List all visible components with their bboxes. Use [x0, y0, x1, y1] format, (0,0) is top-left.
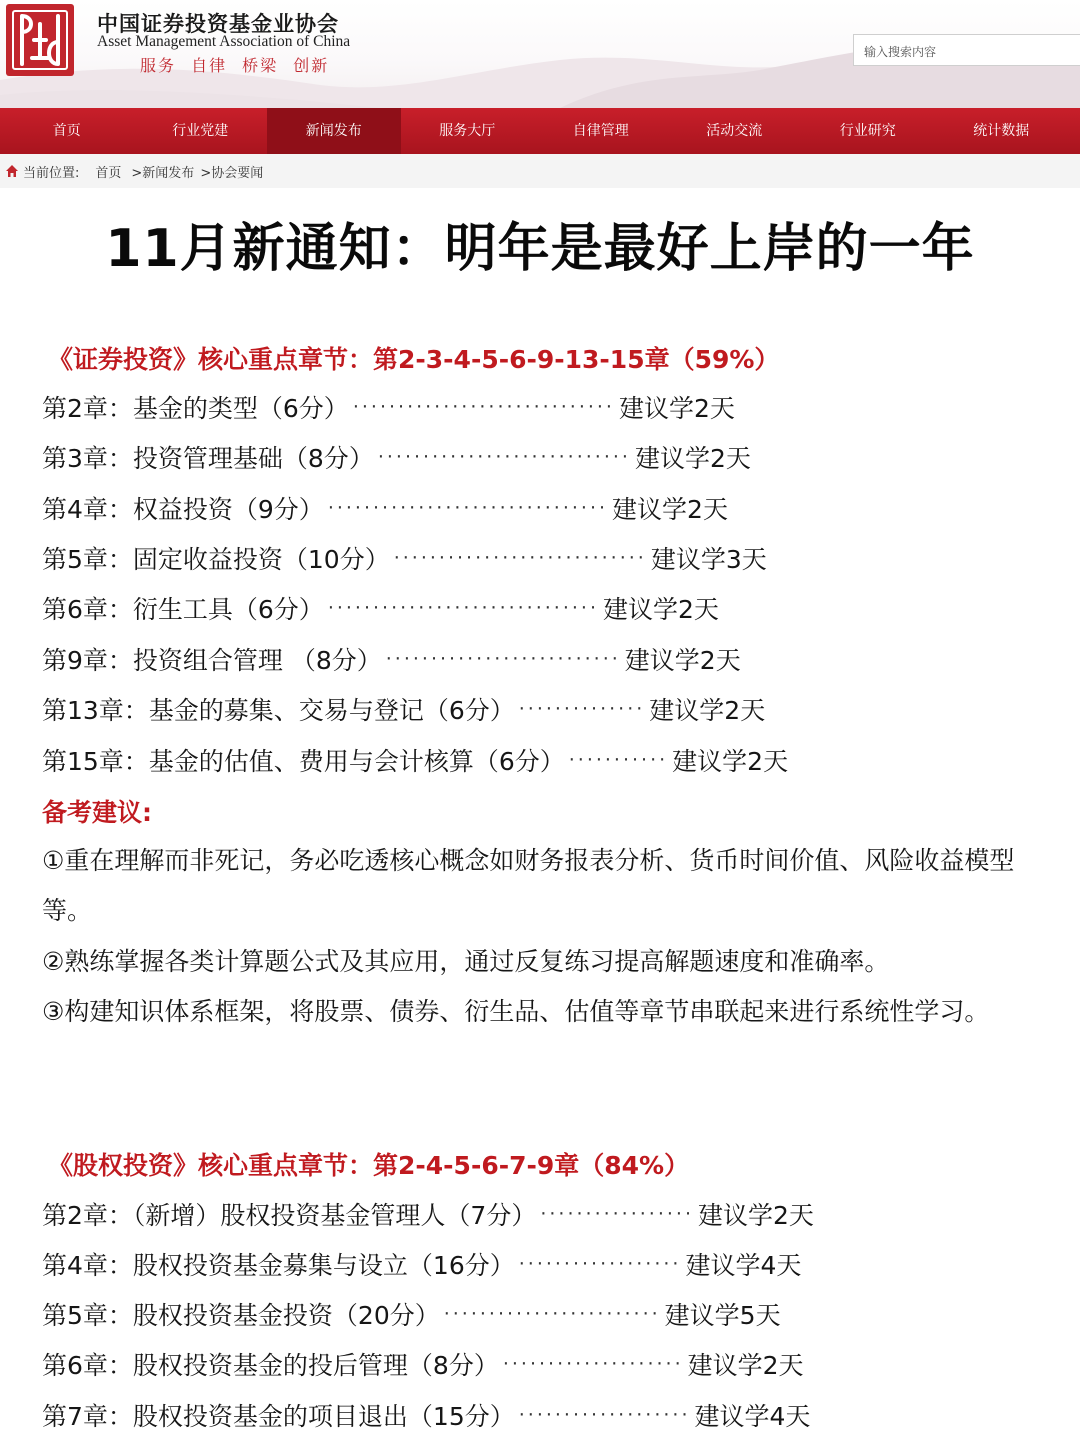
chapter-label: 第9章：投资组合管理 （8分）	[42, 646, 382, 675]
home-icon	[5, 164, 19, 178]
leader-dots: ··························	[385, 648, 621, 670]
leader-dots: ··············	[518, 698, 646, 720]
nav-item-research[interactable]: 行业研究	[839, 123, 896, 139]
breadcrumb-prefix: 当前位置:	[23, 165, 80, 181]
chapter-label: 第2章：基金的类型（6分）	[42, 394, 349, 423]
study-advice: 建议学2天	[603, 595, 719, 624]
chapter-row	[42, 691, 765, 727]
study-tip: ②熟练掌握各类计算题公式及其应用，通过反复练习提高解题速度和准确率。	[42, 947, 890, 976]
chapter-label: 第2章：（新增）股权投资基金管理人（7分）	[42, 1201, 537, 1230]
chapter-label: 第6章：股权投资基金的投后管理（8分）	[42, 1351, 499, 1380]
nav-item-statistics[interactable]: 统计数据	[973, 123, 1030, 139]
chapter-label: 第4章：股权投资基金募集与设立（16分）	[42, 1251, 515, 1280]
main-nav	[0, 108, 1080, 154]
search-input[interactable]: 输入搜索内容	[853, 34, 1080, 66]
org-slogan: 服务 自律 桥梁 创新	[140, 56, 330, 75]
leader-dots: ···········	[568, 749, 669, 771]
chapter-row	[42, 1397, 810, 1433]
chapter-row	[42, 439, 751, 475]
leader-dots: ···················	[518, 1404, 691, 1426]
nav-item-news[interactable]: 新闻发布	[267, 108, 401, 154]
study-advice: 建议学4天	[685, 1251, 802, 1280]
chapter-label: 第13章：基金的募集、交易与登记（6分）	[42, 696, 515, 725]
section-equity-heading: 《股权投资》核心重点章节：第2-4-5-6-7-9章（84%）	[48, 1151, 690, 1180]
leader-dots: ·················	[540, 1203, 695, 1225]
chapter-row	[42, 1246, 801, 1282]
study-advice: 建议学2天	[687, 1351, 804, 1380]
amac-seal-logo[interactable]	[4, 2, 76, 78]
org-name-en: Asset Management Association of China	[97, 33, 351, 50]
nav-item-home[interactable]: 首页	[52, 123, 81, 139]
nav-item-party-building[interactable]: 行业党建	[172, 123, 229, 139]
study-advice: 建议学2天	[612, 495, 728, 524]
chapter-label: 第3章：投资管理基础（8分）	[42, 444, 374, 473]
study-advice: 建议学2天	[672, 747, 789, 776]
article-title: 11月新通知：明年是最好上岸的一年	[105, 219, 975, 279]
leader-dots: ····················	[502, 1353, 684, 1375]
chapter-row	[42, 641, 741, 677]
site-header	[0, 0, 1080, 108]
chapter-row	[42, 1346, 804, 1382]
leader-dots: ··················	[518, 1253, 682, 1275]
study-tips-heading: 备考建议:	[42, 798, 152, 827]
chapter-label: 第5章：股权投资基金投资（20分）	[42, 1301, 440, 1330]
study-advice: 建议学2天	[649, 696, 766, 725]
nav-item-events[interactable]: 活动交流	[706, 123, 763, 139]
chapter-label: 第15章：基金的估值、费用与会计核算（6分）	[42, 747, 565, 776]
chapter-row	[42, 490, 728, 526]
study-advice: 建议学2天	[698, 1201, 814, 1230]
chapter-label: 第6章：衍生工具（6分）	[42, 595, 324, 624]
leader-dots: ·····························	[352, 396, 615, 418]
leader-dots: ····························	[393, 547, 647, 569]
leader-dots: ························	[443, 1303, 661, 1325]
study-advice: 建议学4天	[694, 1402, 811, 1431]
leader-dots: ······························	[327, 597, 599, 619]
study-advice: 建议学2天	[634, 444, 751, 473]
leader-dots: ····························	[377, 446, 631, 468]
breadcrumb-association-news[interactable]: >协会要闻	[200, 165, 264, 181]
chapter-label: 第4章：权益投资（9分）	[42, 495, 324, 524]
breadcrumb	[0, 154, 1080, 188]
study-advice: 建议学3天	[650, 545, 767, 574]
chapter-row	[42, 540, 767, 576]
chapter-label: 第5章：固定收益投资（10分）	[42, 545, 390, 574]
study-advice: 建议学5天	[664, 1301, 781, 1330]
chapter-label: 第7章：股权投资基金的项目退出（15分）	[42, 1402, 515, 1431]
chapter-row	[42, 389, 735, 425]
study-tip: ③构建知识体系框架，将股票、债券、衍生品、估值等章节串联起来进行系统性学习。	[42, 997, 990, 1026]
nav-item-service-hall[interactable]: 服务大厅	[439, 123, 496, 139]
breadcrumb-news[interactable]: >新闻发布	[131, 165, 195, 181]
leader-dots: ·······························	[327, 497, 609, 519]
study-tip: ①重在理解而非死记，务必吃透核心概念如财务报表分析、货币时间价值、风险收益模型等。	[42, 846, 1015, 925]
chapter-row	[42, 590, 719, 626]
org-name-cn: 中国证券投资基金业协会	[97, 11, 339, 36]
chapter-row	[42, 1296, 781, 1332]
nav-item-self-regulation[interactable]: 自律管理	[572, 123, 629, 139]
study-advice: 建议学2天	[618, 394, 735, 423]
chapter-row	[42, 742, 788, 778]
chapter-row	[42, 1196, 814, 1232]
study-advice: 建议学2天	[624, 646, 741, 675]
breadcrumb-home[interactable]: 首页	[95, 165, 122, 181]
section-securities-heading: 《证券投资》核心重点章节：第2-3-4-5-6-9-13-15章（59%）	[48, 345, 780, 374]
